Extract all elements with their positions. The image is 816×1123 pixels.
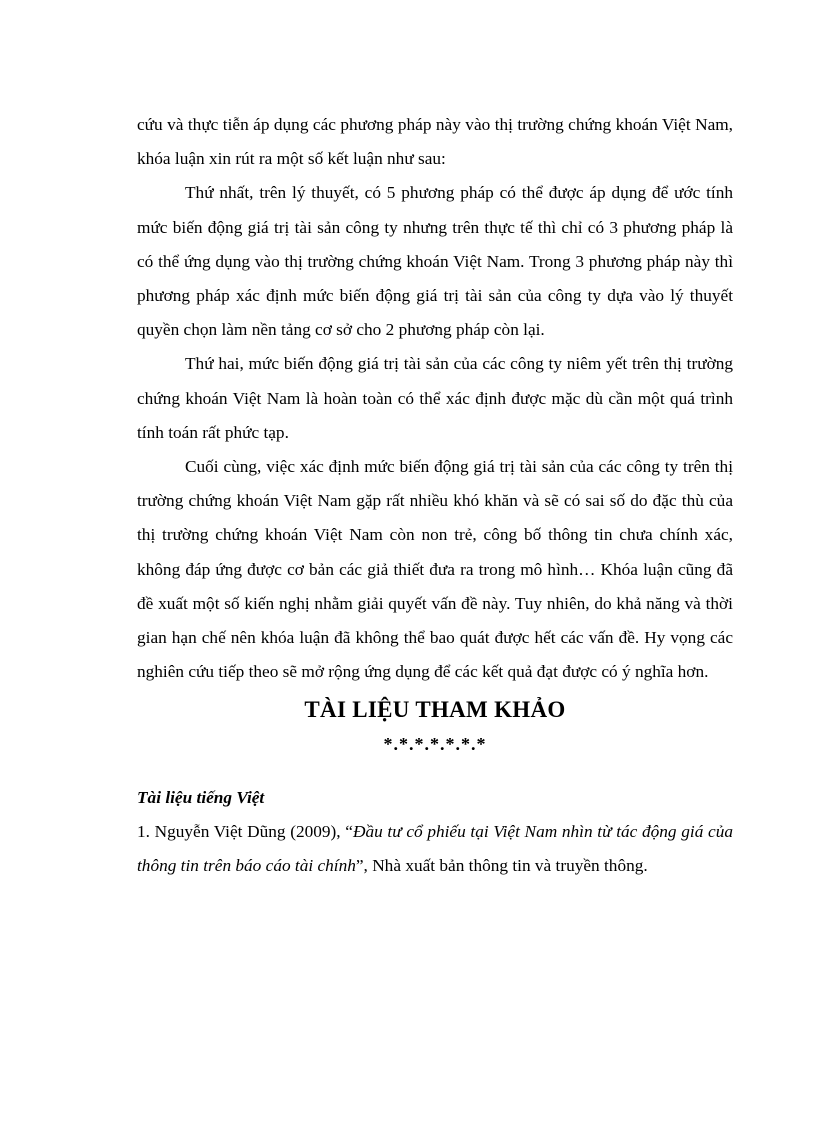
heading-separator: *.*.*.*.*.*.* bbox=[383, 734, 487, 755]
reference-suffix: ”, Nhà xuất bản thông tin và truyền thông. bbox=[355, 856, 648, 876]
references-heading: TÀI LIỆU THAM KHẢO bbox=[304, 697, 566, 723]
reference-title: Đầu tư cổ phiếu tại Việt Nam nhìn từ tác động giá của thông tin trên báo cáo tài chính bbox=[137, 822, 733, 876]
references-section-title: Tài liệu tiếng Việt bbox=[137, 788, 265, 808]
document-page bbox=[137, 108, 733, 883]
conclusion-second-paragraph: Thứ hai, mức biến động giá trị tài sản của các công ty niêm yết trên thị trường chứng khoán Việt Nam là hoàn toàn có thể xác định được mặc dù cần một quá trình tính toán rất phức tạp. bbox=[137, 354, 733, 442]
conclusion-first-paragraph: Thứ nhất, trên lý thuyết, có 5 phương pháp có thể được áp dụng để ước tính mức biến động giá trị tài sản công ty nhưng trên thực tế thì chỉ có 3 phương pháp là có thể ứng dụng vào thị trường chứng khoán Việt Nam. Trong 3 phương pháp này thì phương pháp xác định mức biến động giá trị tài sản của công ty dựa vào lý thuyết quyền chọn làm nền tảng cơ sở cho 2 phương pháp còn lại. bbox=[137, 183, 733, 340]
conclusion-last-paragraph: Cuối cùng, việc xác định mức biến động giá trị tài sản của các công ty trên thị trường chứng khoán Việt Nam gặp rất nhiều khó khăn và sẽ có sai số do đặc thù của thị trường chứng khoán Việt Nam còn non trẻ, công bố thông tin chưa chính xác, không đáp ứng được cơ bản các giả thiết đưa ra trong mô hình… Khóa luận cũng đã đề xuất một số kiến nghị nhằm giải quyết vấn đề này. Tuy nhiên, do khả năng và thời gian hạn chế nên khóa luận đã không thể bao quát được hết các vấn đề. Hy vọng các nghiên cứu tiếp theo sẽ mở rộng ứng dụng để các kết quả đạt được có ý nghĩa hơn. bbox=[137, 457, 733, 682]
reference-item bbox=[137, 815, 733, 883]
conclusion-intro-paragraph: cứu và thực tiễn áp dụng các phương pháp này vào thị trường chứng khoán Việt Nam, khóa luận xin rút ra một số kết luận như sau: bbox=[137, 115, 733, 169]
reference-prefix: 1. Nguyễn Việt Dũng (2009), “ bbox=[137, 822, 353, 842]
